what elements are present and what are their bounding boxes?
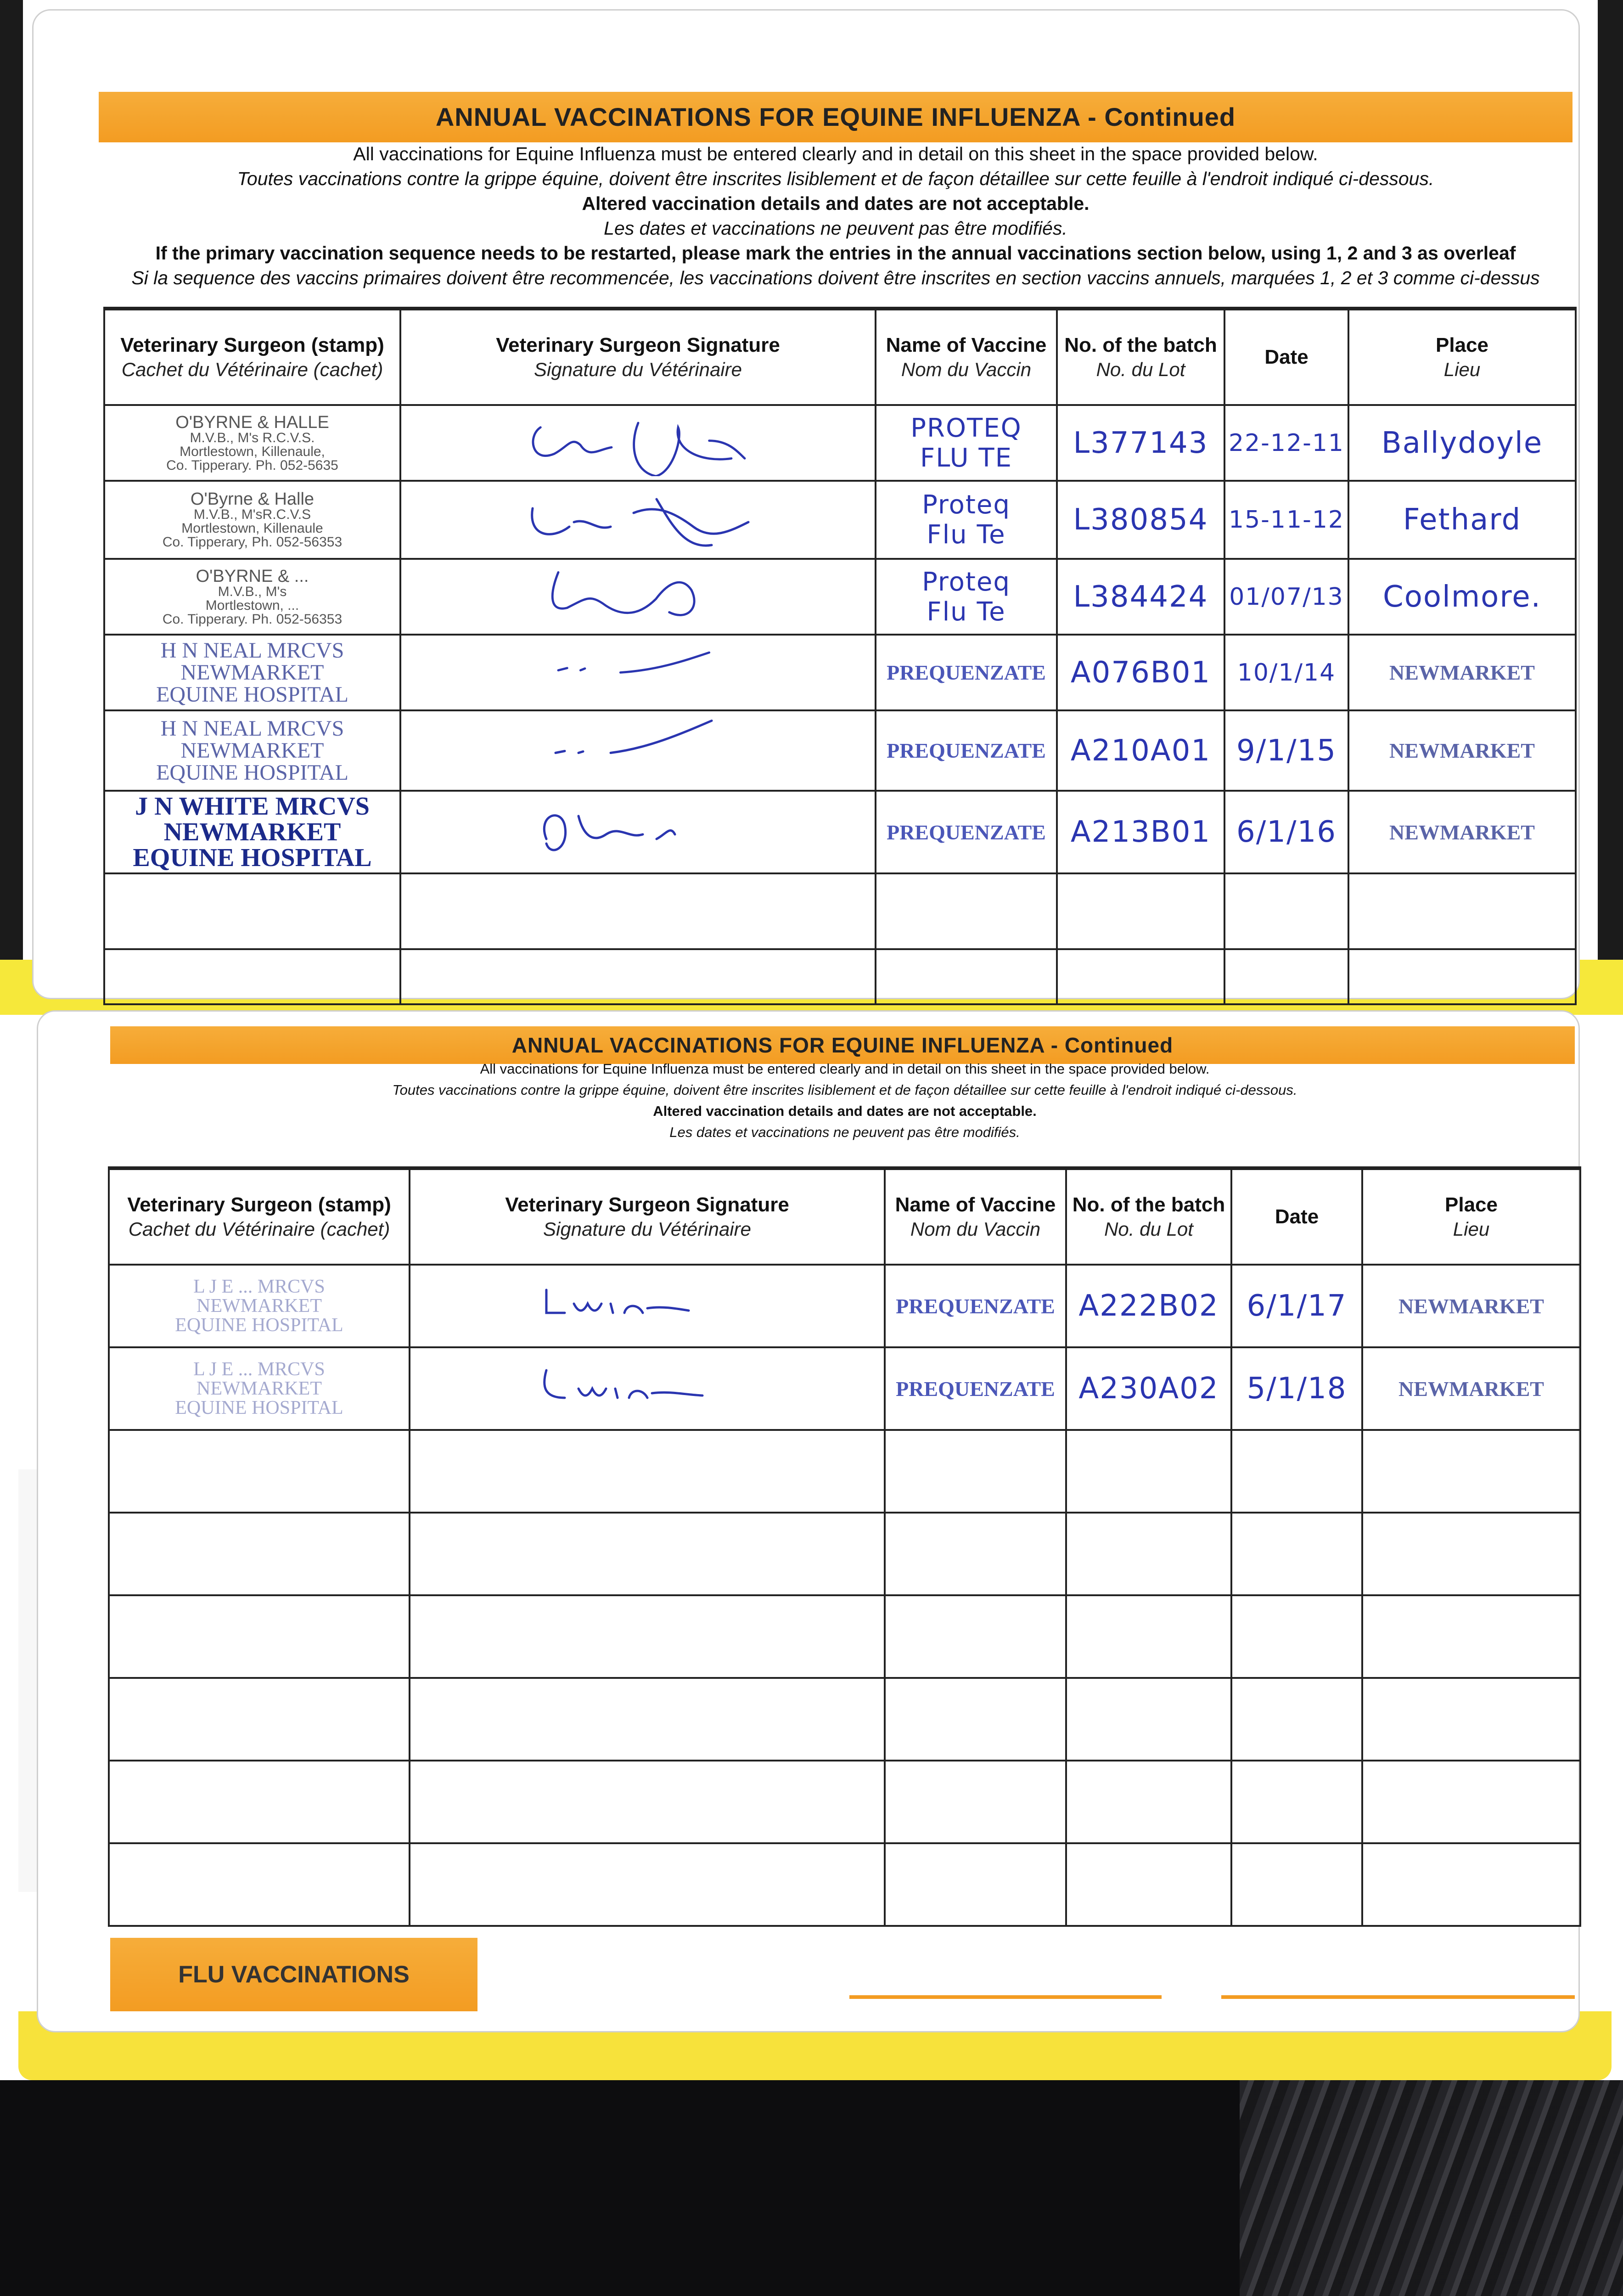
date-cell (1224, 873, 1348, 949)
vaccination-place: Fethard (1403, 503, 1522, 537)
batch-cell (1057, 405, 1224, 481)
place-cell (1362, 1265, 1580, 1347)
vaccine-name: PREQUENZATE (887, 820, 1046, 844)
vaccination-place: NEWMARKET (1389, 820, 1535, 844)
instruction-line: Les dates et vaccinations ne peuvent pas être modifiés. (604, 218, 1067, 239)
column-header-en: No. of the batch (1072, 1193, 1225, 1216)
vaccination-place: NEWMARKET (1398, 1294, 1544, 1318)
date-cell (1224, 405, 1348, 481)
column-header-en: Date (1275, 1205, 1319, 1228)
signature-cell (410, 1843, 885, 1926)
column-header-en: Veterinary Surgeon Signature (496, 334, 780, 356)
handwritten-signature (519, 795, 758, 869)
stamp-text: Mortlestown, ... (205, 597, 299, 613)
vaccine-cell (876, 791, 1057, 873)
place-cell (1362, 1595, 1580, 1678)
stamp-cell (104, 710, 400, 791)
vaccine-cell (876, 949, 1057, 1004)
instruction-line: All vaccinations for Equine Influenza must be entered clearly and in detail on this sheet in the space provided below. (480, 1061, 1210, 1077)
stamp-text: EQUINE HOSPITAL (133, 844, 372, 872)
table-row (104, 405, 1576, 481)
date-cell (1224, 710, 1348, 791)
vaccine-name: PREQUENZATE (887, 739, 1046, 762)
column-header-fr: Signature du Vétérinaire (543, 1218, 751, 1240)
place-cell (1348, 559, 1576, 635)
batch-number: A230A02 (1078, 1372, 1219, 1406)
column-header-en: Name of Vaccine (895, 1193, 1056, 1216)
date-cell (1231, 1843, 1362, 1926)
vaccine-cell (876, 873, 1057, 949)
signature-cell (400, 559, 876, 635)
stamp-text: Co. Tipperary, Ph. 052-56353 (162, 535, 343, 550)
vaccination-date: 10/1/14 (1237, 658, 1336, 687)
signature-cell (410, 1761, 885, 1843)
stamp-text: O'BYRNE & ... (196, 566, 309, 586)
vaccine-cell (885, 1678, 1066, 1761)
vaccine-name: FLU TE (920, 443, 1012, 473)
table-row (109, 1265, 1580, 1347)
signature-cell (400, 710, 876, 791)
place-cell (1362, 1843, 1580, 1926)
vaccine-cell (885, 1843, 1066, 1926)
column-header (1348, 309, 1576, 405)
column-header (1362, 1168, 1580, 1265)
stamp-cell (109, 1595, 410, 1678)
date-cell (1231, 1595, 1362, 1678)
batch-number: L380854 (1073, 503, 1208, 537)
signature-cell (410, 1347, 885, 1430)
handwritten-signature (519, 563, 758, 630)
vaccine-cell (876, 405, 1057, 481)
vaccine-cell (876, 481, 1057, 559)
signature-cell (400, 949, 876, 1004)
date-cell (1224, 949, 1348, 1004)
place-cell (1362, 1513, 1580, 1595)
stamp-text: Co. Tipperary. Ph. 052-56353 (162, 611, 343, 627)
place-cell (1348, 710, 1576, 791)
table-row (109, 1761, 1580, 1843)
table-row (104, 481, 1576, 559)
stamp-text: EQUINE HOSPITAL (156, 682, 348, 707)
table-row (109, 1347, 1580, 1430)
table-row (104, 559, 1576, 635)
column-header-fr: Cachet du Vétérinaire (cachet) (128, 1218, 390, 1240)
place-cell (1362, 1761, 1580, 1843)
vaccination-place: Ballydoyle (1381, 426, 1543, 460)
vaccine-cell (885, 1761, 1066, 1843)
stamp-text: H N NEAL MRCVS (160, 716, 344, 741)
instruction-line: Toutes vaccinations contre la grippe équine, doivent être inscrites lisiblement et de façon détaillee sur cette feuille à l'endroit indiqué ci-dessous. (237, 168, 1434, 189)
batch-cell (1066, 1761, 1231, 1843)
scan-edge-right (1598, 0, 1623, 969)
batch-cell (1057, 873, 1224, 949)
column-header-fr: Lieu (1453, 1218, 1490, 1240)
vaccine-cell (885, 1595, 1066, 1678)
date-cell (1231, 1761, 1362, 1843)
signature-cell (410, 1513, 885, 1595)
date-cell (1224, 559, 1348, 635)
batch-cell (1057, 481, 1224, 559)
vaccination-date: 6/1/16 (1236, 815, 1337, 849)
place-cell (1348, 949, 1576, 1004)
vaccine-name: Proteq (922, 490, 1011, 520)
instruction-line: Toutes vaccinations contre la grippe équine, doivent être inscrites lisiblement et de façon détaillee sur cette feuille à l'endroit indiqué ci-dessous. (392, 1082, 1297, 1098)
batch-cell (1057, 710, 1224, 791)
date-cell (1224, 635, 1348, 710)
page1-vaccination-table (103, 307, 1577, 1005)
table-row (104, 635, 1576, 710)
column-header (1066, 1168, 1231, 1265)
column-header (1231, 1168, 1362, 1265)
table-row (109, 1595, 1580, 1678)
date-cell (1231, 1513, 1362, 1595)
stamp-text: EQUINE HOSPITAL (175, 1315, 343, 1336)
instruction-line: Les dates et vaccinations ne peuvent pas être modifiés. (669, 1124, 1020, 1140)
stamp-text: M.V.B., M's R.C.V.S. (190, 430, 315, 445)
column-header-fr: Cachet du Vétérinaire (cachet) (121, 359, 383, 380)
page1-banner: ANNUAL VACCINATIONS FOR EQUINE INFLUENZA - Continued (99, 92, 1572, 142)
batch-cell (1066, 1843, 1231, 1926)
batch-cell (1066, 1265, 1231, 1347)
table-row (104, 873, 1576, 949)
batch-cell (1066, 1513, 1231, 1595)
column-header-fr: Signature du Vétérinaire (534, 359, 742, 380)
column-header (876, 309, 1057, 405)
instruction-line: Altered vaccination details and dates are not acceptable. (653, 1103, 1037, 1119)
column-header-en: Place (1436, 334, 1488, 356)
stamp-cell (109, 1678, 410, 1761)
column-header (109, 1168, 410, 1265)
stamp-text: O'Byrne & Halle (190, 490, 314, 509)
stamp-cell (104, 635, 400, 710)
vaccination-date: 9/1/15 (1236, 733, 1337, 768)
stamp-cell (109, 1265, 410, 1347)
instruction-line: All vaccinations for Equine Influenza must be entered clearly and in detail on this sheet in the space provided below. (353, 143, 1318, 164)
column-header (104, 309, 400, 405)
stamp-cell (109, 1761, 410, 1843)
table-row (109, 1678, 1580, 1761)
column-header (1224, 309, 1348, 405)
place-cell (1348, 481, 1576, 559)
stamp-text: M.V.B., M'sR.C.V.S (193, 507, 311, 522)
date-cell (1231, 1430, 1362, 1513)
batch-cell (1066, 1595, 1231, 1678)
column-header-fr: No. du Lot (1104, 1218, 1193, 1240)
signature-cell (400, 635, 876, 710)
batch-number: L384424 (1073, 580, 1208, 614)
stamp-text: Co. Tipperary. Ph. 052-5635 (166, 457, 338, 473)
stamp-text: NEWMARKET (197, 1378, 322, 1399)
place-cell (1362, 1347, 1580, 1430)
place-cell (1348, 405, 1576, 481)
stamp-cell (104, 949, 400, 1004)
column-header-en: No. of the batch (1064, 334, 1217, 356)
batch-cell (1066, 1430, 1231, 1513)
column-header-en: Veterinary Surgeon Signature (505, 1193, 789, 1216)
date-cell (1224, 481, 1348, 559)
stamp-cell (104, 559, 400, 635)
vaccine-name: PREQUENZATE (896, 1294, 1055, 1318)
batch-number: L377143 (1073, 426, 1208, 460)
page2-banner: ANNUAL VACCINATIONS FOR EQUINE INFLUENZA - Continued (110, 1026, 1575, 1064)
signature-cell (400, 873, 876, 949)
signature-cell (410, 1678, 885, 1761)
date-cell (1224, 791, 1348, 873)
table-row (109, 1843, 1580, 1926)
column-header-fr: Nom du Vaccin (910, 1218, 1041, 1240)
place-cell (1348, 791, 1576, 873)
stamp-text: O'BYRNE & HALLE (175, 412, 329, 432)
vaccine-name: PROTEQ (910, 413, 1022, 443)
table-row (104, 949, 1576, 1004)
column-header-en: Place (1445, 1193, 1498, 1216)
stamp-cell (104, 873, 400, 949)
signature-cell (410, 1595, 885, 1678)
handwritten-signature (519, 639, 758, 706)
vaccination-place: NEWMARKET (1389, 661, 1535, 684)
vaccination-date: 15-11-12 (1228, 506, 1345, 534)
vaccine-name: Proteq (922, 567, 1011, 597)
column-header-fr: No. du Lot (1096, 359, 1185, 380)
vaccine-cell (876, 559, 1057, 635)
handwritten-signature (519, 715, 758, 786)
vaccination-place: NEWMARKET (1398, 1377, 1544, 1401)
column-header (885, 1168, 1066, 1265)
stamp-cell (104, 481, 400, 559)
batch-cell (1066, 1347, 1231, 1430)
table-row (104, 710, 1576, 791)
vaccination-place: NEWMARKET (1389, 739, 1535, 762)
table-row (109, 1513, 1580, 1595)
column-header-en: Veterinary Surgeon (stamp) (127, 1193, 391, 1216)
signature-cell (410, 1265, 885, 1347)
vaccine-cell (876, 635, 1057, 710)
column-header-fr: Nom du Vaccin (901, 359, 1032, 380)
handwritten-signature (519, 485, 758, 554)
stamp-text: EQUINE HOSPITAL (156, 760, 348, 785)
stamp-text: Mortlestown, Killenaule (181, 521, 323, 536)
background-fabric (1240, 2080, 1623, 2296)
place-cell (1362, 1430, 1580, 1513)
page1-instructions (92, 141, 1579, 290)
vaccine-cell (876, 710, 1057, 791)
instruction-line: Altered vaccination details and dates are not acceptable. (582, 193, 1089, 214)
place-cell (1348, 635, 1576, 710)
place-cell (1348, 873, 1576, 949)
signature-cell (410, 1430, 885, 1513)
batch-number: A222B02 (1078, 1289, 1219, 1323)
vaccine-cell (885, 1513, 1066, 1595)
batch-number: A210A01 (1070, 733, 1211, 768)
batch-cell (1066, 1678, 1231, 1761)
vaccine-cell (885, 1347, 1066, 1430)
stamp-text: J N WHITE MRCVS (135, 792, 370, 821)
date-cell (1231, 1347, 1362, 1430)
column-header-en: Veterinary Surgeon (stamp) (120, 334, 384, 356)
vaccine-name: Flu Te (927, 597, 1006, 627)
page2-vaccination-table (108, 1166, 1581, 1927)
date-cell (1231, 1265, 1362, 1347)
vaccination-date: 6/1/17 (1247, 1289, 1347, 1323)
instruction-line: If the primary vaccination sequence needs to be restarted, please mark the entries in the annual vaccinations section below, using 1, 2 and 3 as overleaf (155, 242, 1516, 264)
column-header (410, 1168, 885, 1265)
vaccine-cell (885, 1430, 1066, 1513)
signature-cell (400, 405, 876, 481)
signature-cell (400, 481, 876, 559)
batch-cell (1057, 635, 1224, 710)
place-cell (1362, 1678, 1580, 1761)
handwritten-signature (528, 1352, 767, 1425)
flu-vaccinations-tab: FLU VACCINATIONS (110, 1938, 477, 2011)
column-header (1057, 309, 1224, 405)
orange-rule (1221, 1995, 1575, 1999)
stamp-text: L J E ... MRCVS (193, 1359, 325, 1380)
vaccination-place: Coolmore. (1383, 580, 1541, 614)
stamp-text: L J E ... MRCVS (193, 1276, 325, 1297)
stamp-cell (109, 1843, 410, 1926)
vaccination-date: 5/1/18 (1247, 1372, 1347, 1406)
column-header (400, 309, 876, 405)
vaccine-cell (885, 1265, 1066, 1347)
vaccine-name: PREQUENZATE (896, 1377, 1055, 1401)
vaccination-date: 22-12-11 (1228, 429, 1345, 457)
handwritten-signature (528, 1269, 767, 1343)
stamp-text: Mortlestown, Killenaule, (180, 444, 325, 459)
stamp-text: NEWMARKET (180, 660, 324, 685)
column-header-en: Date (1264, 346, 1309, 368)
batch-cell (1057, 949, 1224, 1004)
orange-rule (849, 1995, 1162, 1999)
stamp-text: EQUINE HOSPITAL (175, 1397, 343, 1418)
signature-cell (400, 791, 876, 873)
scan-edge-left (0, 0, 23, 969)
handwritten-signature (519, 410, 758, 476)
stamp-text: NEWMARKET (163, 818, 341, 846)
stamp-cell (104, 405, 400, 481)
batch-cell (1057, 559, 1224, 635)
date-cell (1231, 1678, 1362, 1761)
page2-instructions (115, 1058, 1575, 1143)
instruction-line: Si la sequence des vaccins primaires doivent être recommencée, les vaccinations doivent être inscrites en section vaccins annuels, marquées 1, 2 et 3 comme ci-dessus (131, 267, 1540, 288)
table-row (109, 1430, 1580, 1513)
stamp-cell (109, 1430, 410, 1513)
stamp-cell (109, 1347, 410, 1430)
stamp-text: NEWMARKET (180, 738, 324, 763)
table-row (104, 791, 1576, 873)
vaccine-name: Flu Te (927, 520, 1006, 550)
vaccine-name: PREQUENZATE (887, 661, 1046, 684)
batch-number: A076B01 (1070, 655, 1211, 690)
stamp-text: NEWMARKET (197, 1295, 322, 1317)
stamp-cell (104, 791, 400, 873)
stamp-text: H N NEAL MRCVS (160, 638, 344, 663)
column-header-fr: Lieu (1443, 359, 1481, 380)
column-header-en: Name of Vaccine (886, 334, 1047, 356)
stamp-cell (109, 1513, 410, 1595)
stamp-text: M.V.B., M's (218, 584, 287, 599)
batch-number: A213B01 (1070, 815, 1211, 849)
batch-cell (1057, 791, 1224, 873)
vaccination-date: 01/07/13 (1229, 583, 1344, 611)
